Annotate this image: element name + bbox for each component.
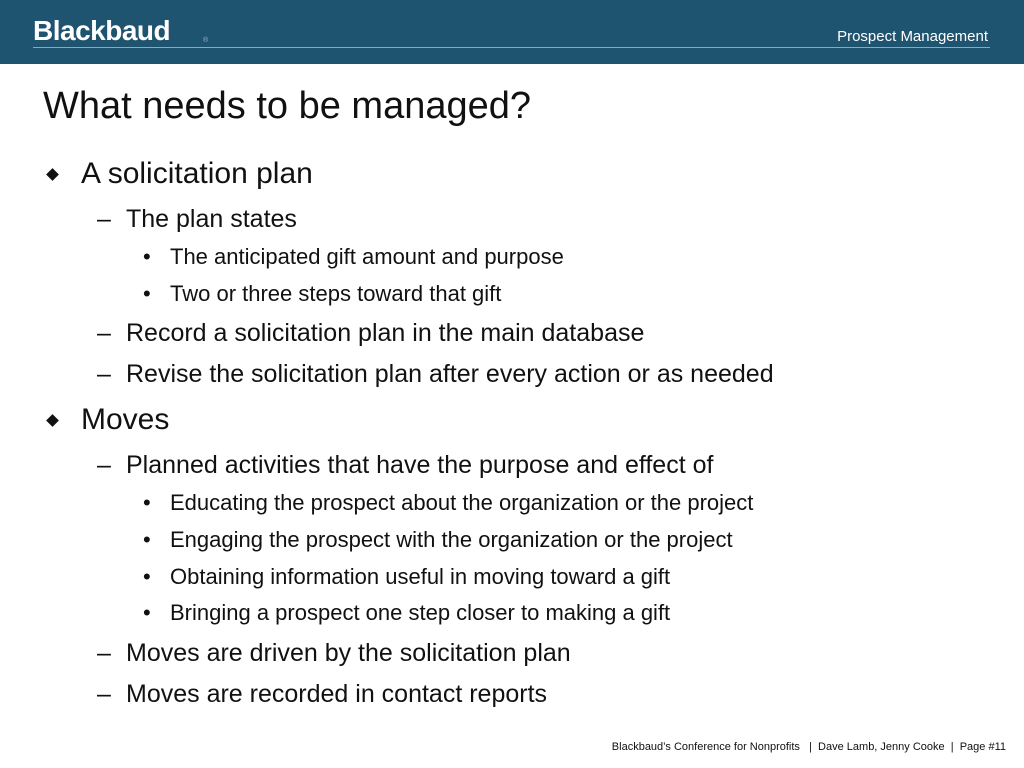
bullet-level1: A solicitation plan	[81, 157, 313, 190]
dash-marker: –	[97, 680, 111, 708]
header-divider	[33, 47, 990, 48]
bullet-level2: Moves are recorded in contact reports	[126, 680, 548, 708]
dash-marker: –	[97, 451, 111, 479]
bullet-level1: Moves	[81, 403, 170, 436]
dot-marker: •	[143, 490, 151, 515]
bullet-level3: Two or three steps toward that gift	[170, 281, 502, 306]
bullet-level3: Obtaining information useful in moving toward a gift	[170, 564, 671, 589]
registered-mark: ®	[203, 37, 209, 44]
blackbaud-logo: Blackbaud	[33, 15, 171, 46]
bullet-level3: Engaging the prospect with the organization or the project	[170, 527, 733, 552]
bullet-level3: The anticipated gift amount and purpose	[170, 244, 564, 269]
bullet-level2: Record a solicitation plan in the main database	[126, 319, 645, 347]
dot-marker: •	[143, 564, 151, 589]
slide-title: What needs to be managed?	[43, 85, 532, 127]
bullet-level2: The plan states	[126, 205, 297, 233]
header-bar	[0, 0, 1024, 64]
dot-marker: •	[143, 244, 151, 269]
dash-marker: –	[97, 639, 111, 667]
dash-marker: –	[97, 319, 111, 347]
bullet-level2: Revise the solicitation plan after every action or as needed	[126, 360, 774, 388]
dot-marker: •	[143, 281, 151, 306]
bullet-level2: Moves are driven by the solicitation plan	[126, 639, 571, 667]
section-title: Prospect Management	[837, 28, 988, 45]
dot-marker: •	[143, 527, 151, 552]
diamond-bullet-icon	[46, 414, 59, 427]
diamond-bullet-icon	[46, 168, 59, 181]
dot-marker: •	[143, 600, 151, 625]
slide-footer: Blackbaud’s Conference for Nonprofits | Dave Lamb, Jenny Cooke | Page #11	[611, 741, 1006, 753]
bullet-level3: Bringing a prospect one step closer to making a gift	[170, 600, 671, 625]
bullet-level3: Educating the prospect about the organization or the project	[170, 490, 754, 515]
bullet-level2: Planned activities that have the purpose and effect of	[126, 451, 714, 479]
dash-marker: –	[97, 360, 111, 388]
dash-marker: –	[97, 205, 111, 233]
